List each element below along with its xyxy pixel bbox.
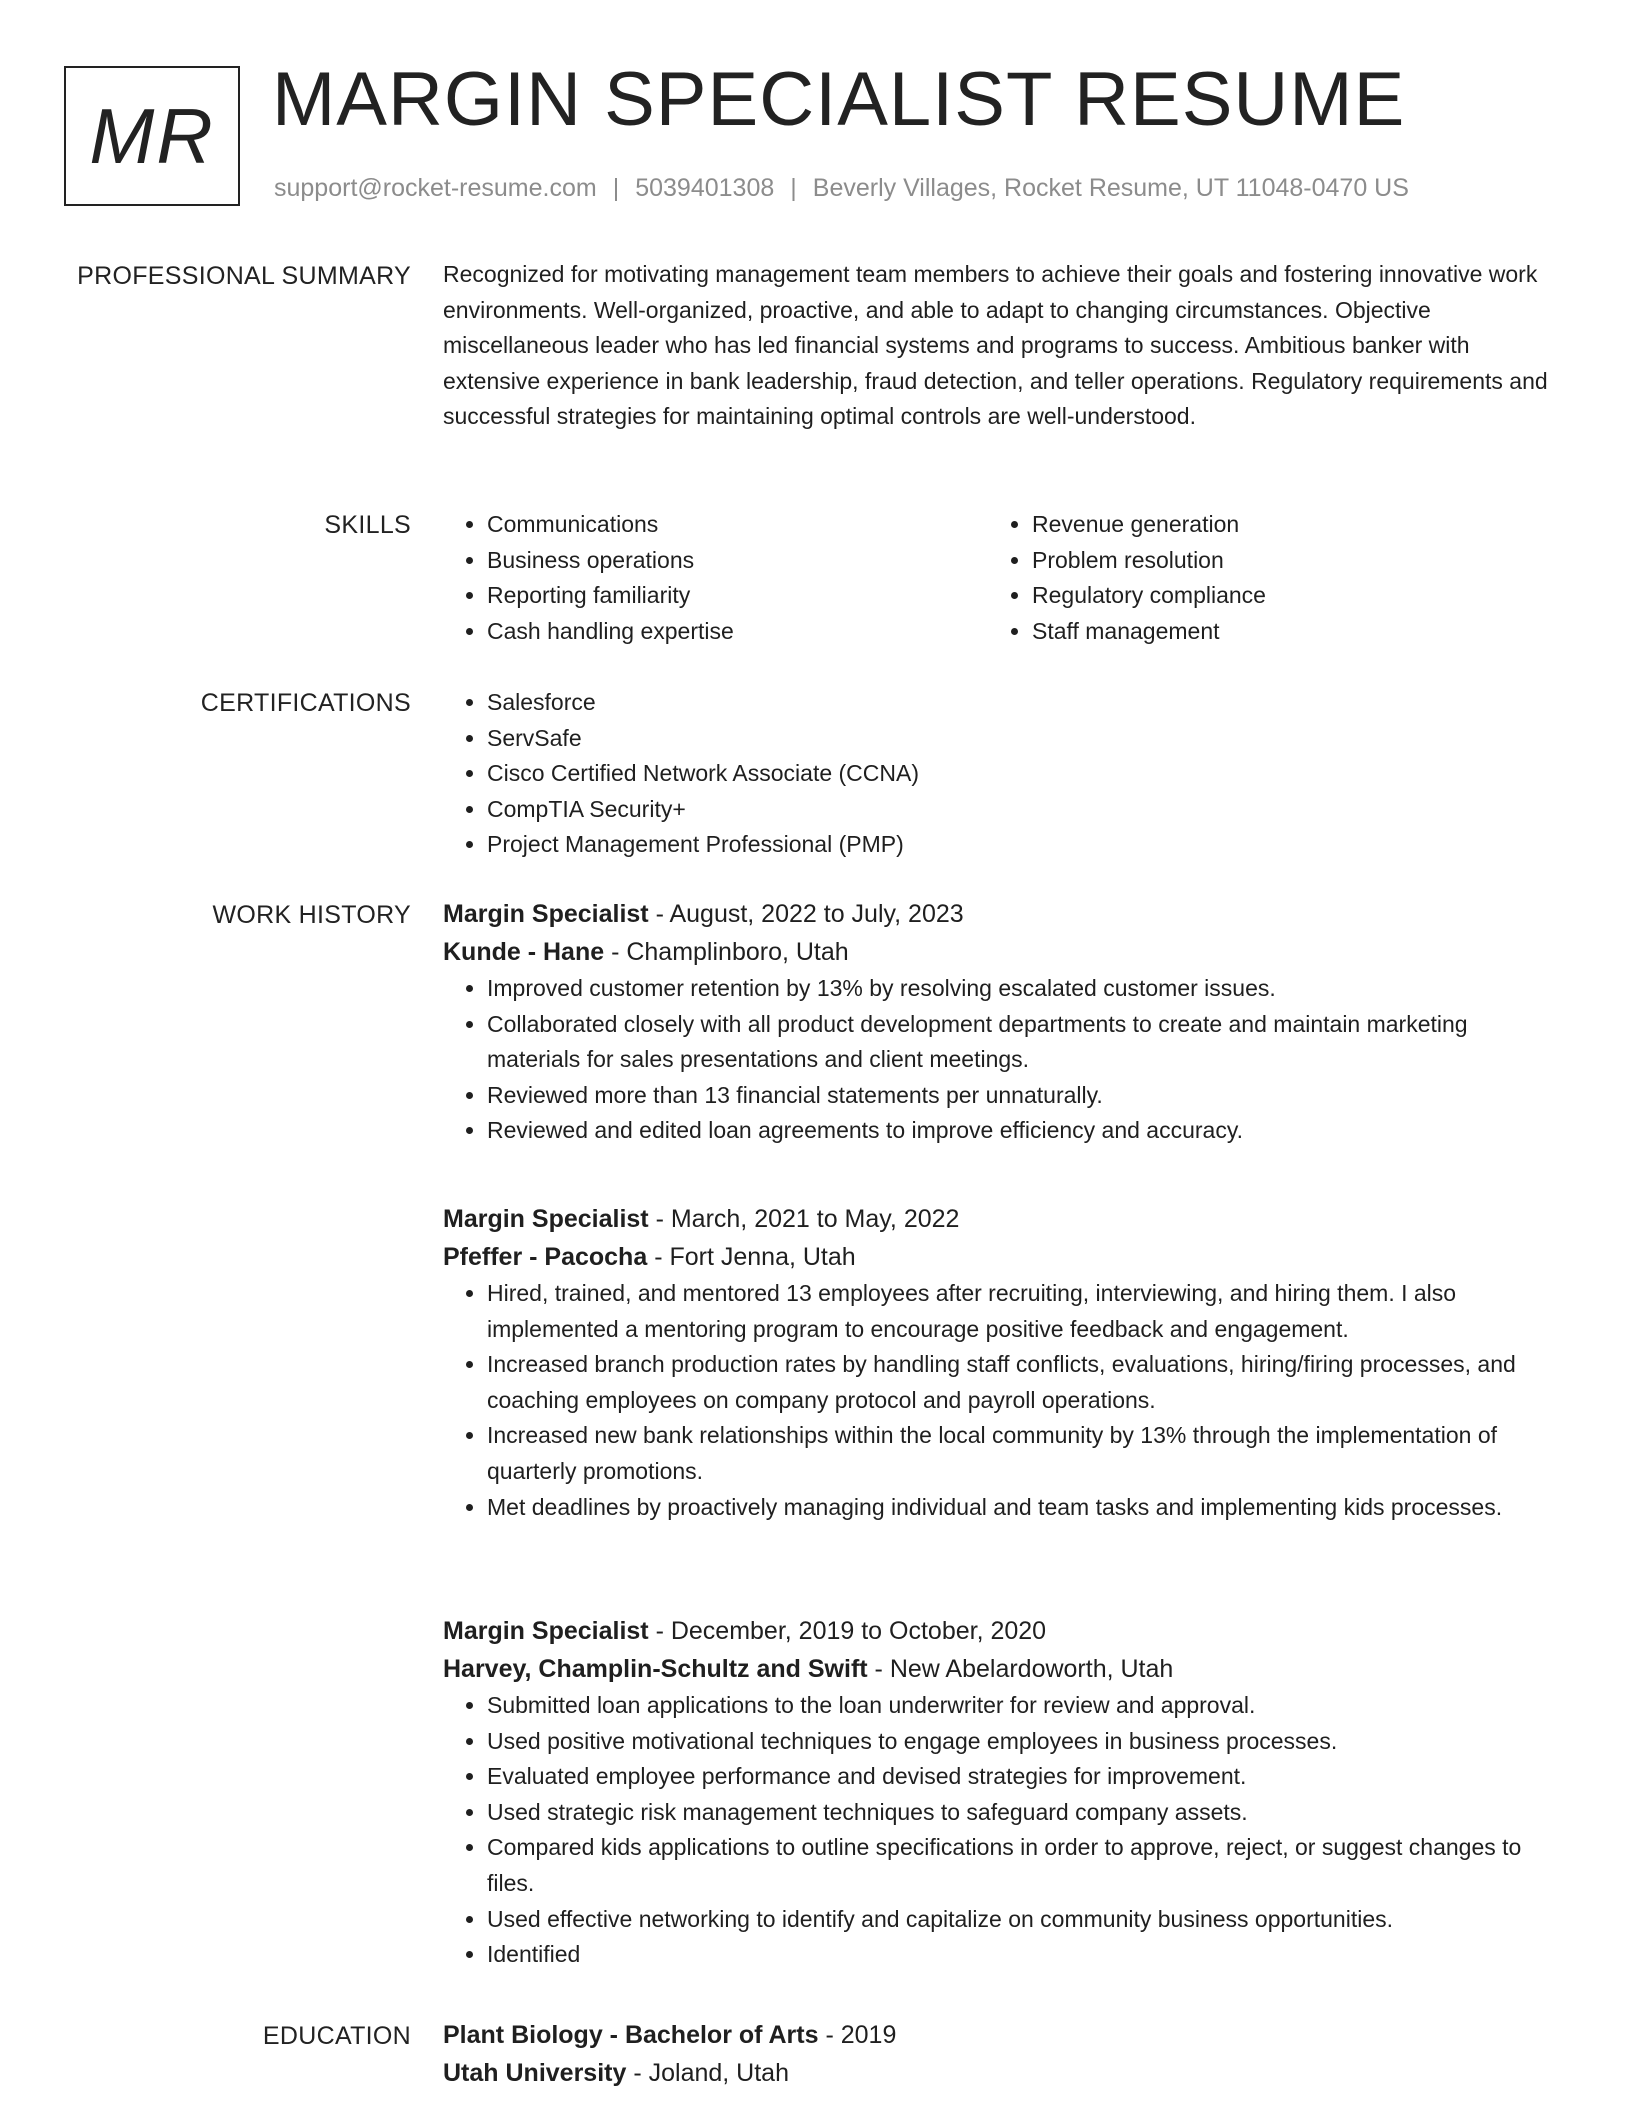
job-location: - Champlinboro, Utah <box>604 938 849 966</box>
skill-item: • Communications <box>487 507 988 543</box>
contact-separator: | <box>612 174 620 202</box>
job-location: - Fort Jenna, Utah <box>647 1243 856 1271</box>
job-bullet: • Used effective networking to identify and capitalize on community business opportunities. <box>487 1902 1561 1938</box>
job-company-line <box>443 1650 1561 1688</box>
section-title-certifications: CERTIFICATIONS <box>200 689 411 717</box>
job-bullet: • Collaborated closely with all product development departments to create and maintain marketing materials for sales presentations and client meetings. <box>487 1007 1561 1078</box>
job-bullet: • Increased branch production rates by handling staff conflicts, evaluations, hiring/firing processes, and coaching employees on company protocol and payroll operations. <box>487 1347 1561 1418</box>
job-bullet: • Compared kids applications to outline specifications in order to approve, reject, or suggest changes to files. <box>487 1830 1561 1901</box>
job-body <box>443 895 1561 1149</box>
education-year: - 2019 <box>818 2021 897 2049</box>
skills-column-right <box>988 507 1533 649</box>
job-bullet: • Hired, trained, and mentored 13 employees after recruiting, interviewing, and hiring them. I also implemented a mentoring program to encourage positive feedback and engagement. <box>487 1276 1561 1347</box>
skills-grid <box>443 507 1561 649</box>
job-location: - New Abelardoworth, Utah <box>867 1655 1174 1683</box>
certification-item: • ServSafe <box>487 721 1561 757</box>
education-body <box>443 2016 1561 2092</box>
job-company: Harvey, Champlin-Schultz and Swift <box>443 1655 868 1683</box>
certification-item: • CompTIA Security+ <box>487 792 1561 828</box>
education-location: - Joland, Utah <box>626 2059 789 2087</box>
certification-item: • Cisco Certified Network Associate (CCNA) <box>487 756 1561 792</box>
job-role: Margin Specialist <box>443 900 649 928</box>
contact-email[interactable]: support@rocket-resume.com <box>274 174 597 202</box>
job-body <box>443 1200 1561 1525</box>
job-bullet: • Reviewed and edited loan agreements to improve efficiency and accuracy. <box>487 1113 1561 1149</box>
skill-item: • Revenue generation <box>1032 507 1533 543</box>
section-title-education: EDUCATION <box>262 2022 411 2050</box>
job-dates: - December, 2019 to October, 2020 <box>648 1617 1047 1645</box>
job-body <box>443 1612 1561 1973</box>
contact-separator: | <box>790 174 797 202</box>
skills-column-left <box>443 507 988 649</box>
contact-address: Beverly Villages, Rocket Resume, UT 11048-0470 US <box>812 174 1409 202</box>
certification-item: • Salesforce <box>487 685 1561 721</box>
skill-item: • Cash handling expertise <box>487 614 988 650</box>
job-bullet: • Evaluated employee performance and devised strategies for improvement. <box>487 1759 1561 1795</box>
skill-item: • Problem resolution <box>1032 543 1533 579</box>
certification-item: • Project Management Professional (PMP) <box>487 827 1561 863</box>
job-company-line <box>443 933 1561 971</box>
job-title-line <box>443 1612 1561 1650</box>
education-degree: Plant Biology - Bachelor of Arts <box>443 2021 819 2049</box>
monogram-box <box>64 66 240 206</box>
skill-item: • Business operations <box>487 543 988 579</box>
job-dates: - March, 2021 to May, 2022 <box>648 1205 960 1233</box>
skill-item: • Regulatory compliance <box>1032 578 1533 614</box>
section-title-summary: PROFESSIONAL SUMMARY <box>77 262 411 290</box>
education-school: Utah University <box>443 2059 627 2087</box>
job-bullet: • Submitted loan applications to the loan underwriter for review and approval. <box>487 1688 1561 1724</box>
job-bullet: • Increased new bank relationships within the local community by 13% through the implementation of quarterly promotions. <box>487 1418 1561 1489</box>
job-bullet: • Reviewed more than 13 financial statements per unnaturally. <box>487 1078 1561 1114</box>
job-title-line <box>443 1200 1561 1238</box>
summary-body <box>443 257 1561 435</box>
resume-title: MARGIN SPECIALIST RESUME <box>272 57 1406 142</box>
skills-body <box>443 507 1561 649</box>
job-role: Margin Specialist <box>443 1205 649 1233</box>
job-bullet: • Used strategic risk management techniques to safeguard company assets. <box>487 1795 1561 1831</box>
education-degree-line <box>443 2016 1561 2054</box>
job-company-line <box>443 1238 1561 1276</box>
monogram-initials: MR <box>89 91 215 180</box>
contact-phone[interactable]: 5039401308 <box>635 174 775 202</box>
section-title-skills: SKILLS <box>324 511 411 539</box>
job-dates: - August, 2022 to July, 2023 <box>648 900 964 928</box>
job-bullet: • Used positive motivational techniques to engage employees in business processes. <box>487 1724 1561 1760</box>
job-bullet: • Improved customer retention by 13% by resolving escalated customer issues. <box>487 971 1561 1007</box>
section-title-work-history: WORK HISTORY <box>212 901 411 929</box>
job-company: Pfeffer - Pacocha <box>443 1243 648 1271</box>
job-role: Margin Specialist <box>443 1617 649 1645</box>
certifications-body <box>443 685 1561 863</box>
summary-text: Recognized for motivating management team members to achieve their goals and fostering innovative work environments. Well-organized, proactive, and able to adapt to changing circumstances. Objective miscellaneous leader who has led financial systems and programs to success. Ambitious banker with extensive experience in bank leadership, fraud detection, and teller operations. Regulatory requirements and successful strategies for maintaining optimal controls are well-understood. <box>443 261 1548 430</box>
education-school-line <box>443 2054 1561 2092</box>
job-company: Kunde - Hane <box>443 938 605 966</box>
job-bullet: • Met deadlines by proactively managing individual and team tasks and implementing kids processes. <box>487 1490 1561 1526</box>
job-title-line <box>443 895 1561 933</box>
skill-item: • Reporting familiarity <box>487 578 988 614</box>
skill-item: • Staff management <box>1032 614 1533 650</box>
contact-line <box>274 174 1409 203</box>
job-bullet: • Identified <box>487 1937 1561 1973</box>
